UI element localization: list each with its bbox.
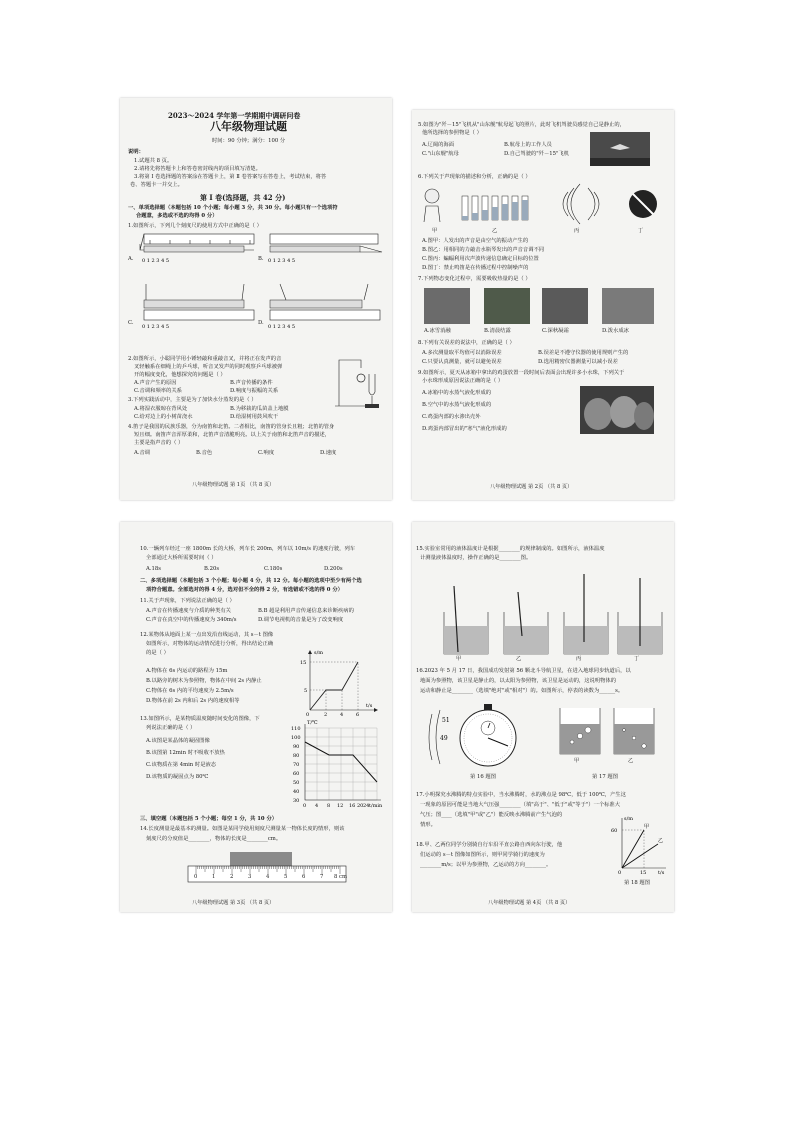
svg-text:0 1 2 3 4 5: 0 1 2 3 4 5 [268,258,296,264]
option: C.给对边上的小树苗浇水 [134,414,193,420]
question-10: 全部通过大桥所需要时间（ ） [146,555,217,561]
question-15: 计测量液体温度时，操作正确的是________图。 [420,555,532,561]
option: B.20s [204,566,220,572]
question-2: 2.如图所示，小聪同学用小锤轻敲和重敲音叉，并将正在发声的音 [128,356,282,362]
option: B.为移栽的瓜苗盖上地膜 [230,406,289,412]
option: C.深秋凝霜 [542,328,569,334]
option: B.清晨结露 [484,328,511,334]
part-heading: 一、单项选择题（本题包括 10 个小题；每小题 3 分，共 30 分。每小题只有一个选项符 [128,205,338,211]
option: D.自己驾驶的"歼－15"飞机 [504,151,570,157]
figure-label: 乙 [492,228,498,234]
option: C.180s [264,566,283,572]
graph-xtick: 4 [315,803,319,809]
stopwatch-tick: 51 [442,717,450,724]
option-label: D. [258,320,264,326]
ruler-label-row [188,874,348,884]
ruler-label: 4 [266,874,270,880]
photo-ice [424,288,470,324]
option: A.音调 [134,450,151,456]
ruler-label: 2 [230,874,234,880]
stopwatch-figure [426,700,536,770]
question-7: 7.下列物态变化过程中，需要吸收热量的是（ ） [418,276,531,282]
option: C.图丙：蝙蝠利用次声波传递信息确定目标的位置 [422,256,539,262]
question-9: 小水珠形成原因说法正确的是（ ） [422,378,504,384]
option: B.航母上的工作人员 [504,142,552,148]
option: D.鸡蛋内部冒出的"寒气"液化形成的 [422,426,507,432]
figure-label: 丁 [634,656,640,662]
graph-ytick: 80 [293,753,300,759]
question-2: 开的幅度变化，他想探究的问题是（ ） [134,372,226,378]
option: A.18s [146,566,161,572]
option: C.鸡蛋内部的水渗出壳外 [422,414,481,420]
option: B.音色 [196,450,213,456]
ruler-label: 7 [320,874,324,880]
question-18: 18.甲、乙两位同学分别骑自行车沿平直公路自西向东行驶，他 [416,842,563,848]
option: C.声音在真空中的传播速度为 340m/s [146,617,237,623]
question-6: 6.下列关于声现象的描述和分析，正确的是（ ） [418,174,531,180]
option: C.只要认真测量，就可以避免误差 [422,359,502,365]
part-heading: 合题意，多选或不选的均得 0 分） [136,213,218,219]
series-label: 甲 [644,824,650,830]
question-9: 9.如图所示，夏天从冰箱中拿出的鸡蛋放置一段时间后表面会出现许多小水珠，下列关于 [418,370,625,376]
option: D.200s [324,566,343,572]
stopwatch-tick: 49 [440,735,448,742]
svg-text:0 1 2 3 4 5: 0 1 2 3 4 5 [142,324,170,330]
option: A.图甲：人发出的声音是由空气的振动产生的 [422,238,529,244]
graph-xtick: 24 [363,803,370,809]
ruler-label: 1 [212,874,216,880]
option: C.响度 [258,450,275,456]
svg-text:0 1 2 3 4 5: 0 1 2 3 4 5 [268,324,296,330]
rulers-figure [120,230,392,350]
option: A.声音在传播速度与介质的种类有关 [146,608,231,614]
graph-xtick: 20 [357,803,364,809]
graph-xtick: 4 [340,712,344,718]
question-13: 13.如图所示，是某物质温度随时间变化的图像，下 [140,716,260,722]
option: A.辽阔的海面 [422,142,454,148]
figure-label: 乙 [628,758,634,764]
question-5: 5.如图为"歼－15"飞机从"山东舰"航母起飞的照片，此时飞机驾驶员感觉自己是静止的， [418,122,625,128]
section-title: 第 Ⅰ 卷(选择题，共 42 分) [200,193,286,202]
ruler-label: 3 [248,874,252,880]
option-label: C. [128,320,134,326]
page-footer: 八年级物理试题 第 3页 （共 8 页） [192,900,275,906]
question-11: 11.关于声现象，下列说法正确的是（ ） [140,598,235,604]
question-12: 的是（ ） [146,650,169,656]
option: D.速度 [320,450,337,456]
question-17: 一现象的原因可能是当地大气压强________（填"高于"、"低于"或"等于"）一个标准大 [420,802,621,808]
question-14: 14.长度测量是最基本的测量。如图是某同学使用刻度尺测量某一物体长度的情形，则该 [140,826,345,832]
option: B.声音传播的条件 [230,380,273,386]
option: A.声音产生的原因 [134,380,177,386]
graph-ytick: 60 [293,771,300,777]
option: D.响度与振幅的关系 [230,388,279,394]
option: B.以路旁的树木为参照物，物体在中间 2s 内静止 [146,678,262,684]
option: C.音调和频率的关系 [134,388,182,394]
option: D.选用精密仪器测量可以减小误差 [538,359,618,365]
graph-xtick: 0 [618,870,622,876]
thermometer-beakers-figure [418,566,668,656]
note-line: 2.请将先将答题卡上和答卷密封线内的项目填写清楚。 [134,166,261,172]
graph-xlabel: t/min [369,803,383,809]
photo-water-ice [602,288,654,324]
question-4: 4.笛子是我国的民族乐器，分为南笛和北笛。二者相比，南笛的管身长且粗；北笛的管身 [128,424,335,430]
eggs-photo [580,386,654,434]
question-5: 他所选择的参照物是（ ） [422,130,482,136]
note-line: 1.试题共 8 页。 [134,158,173,164]
figure-label: 甲 [574,758,580,764]
question-10: 10.一辆列车经过一座 1800m 长的大桥，列车长 200m，列车以 10m/s 的速度行驶，列车 [140,546,356,552]
option: A.物体在 6s 内运动的路程为 15m [146,668,228,674]
graph-xtick: 12 [337,803,344,809]
question-14: 刻度尺的分度值是________，物体的长度是________cm。 [146,836,282,842]
option: A.该图是某晶体的凝固图像 [146,738,210,744]
exam-page-2 [412,110,674,500]
jet-photo [590,132,650,166]
note-line: 卷、答题卡一并交上。 [130,182,183,188]
graph-xlabel: t/s [658,870,665,876]
sound-figures [418,182,668,228]
part-heading: 二、多项选择题（本题包括 3 个小题；每小题 4 分，共 12 分。每小题的选项中至少有两个选 [140,578,362,584]
question-15: 15.实验室常用的液体温度计是根据________的规律制成的。如图所示，液体温度 [416,546,605,552]
photo-frost [542,288,588,324]
graph-ytick: 90 [293,744,300,750]
graph-xlabel: t/s [366,703,373,709]
question-16: 16.2023 年 5 月 17 日，我国成功发射第 56 颗北斗导航卫星，在进入地球同步轨道后，以 [416,668,631,674]
question-2: 叉轻触系在细绳上的乒乓球，听音叉发声的同时观察乒乓球被弹 [134,364,283,370]
part-heading: 三、填空题（本题包括 5 个小题；每空 1 分，共 10 分） [140,816,278,822]
option-label: B. [258,256,264,262]
series-label: 乙 [658,838,664,844]
note-line: 3.将第 Ⅰ 卷选择题的答案涂在答题卡上，第 Ⅱ 卷答案写在答卷上，考试结束，将答 [134,174,327,180]
option: B.该图第 12min 时不吸收不放热 [146,750,225,756]
graph-ytick: 110 [291,726,301,732]
figure-label: 甲 [456,656,462,662]
figure-label: 丙 [576,656,582,662]
ruler-label: 8 cm [334,874,348,880]
figure-caption: 第 16 题图 [470,774,496,780]
question-8: 8.下列有关误差的说法中，正确的是（ ） [418,340,515,346]
question-17: 气压；图____（选填"甲"或"乙"）能反映水沸腾前产生气泡的 [420,812,563,818]
option: D.泼水成冰 [602,328,629,334]
st-graph-12 [300,648,380,716]
graph-ytick: 50 [293,780,300,786]
part-heading: 项符合题意。全部选对的得 4 分，选对但不全的得 2 分，有选错或不选的得 0 分） [146,587,343,593]
figure-label: 乙 [516,656,522,662]
option: A.将湿衣服晾在背风处 [134,406,188,412]
ruler-label: 5 [284,874,288,880]
option: C."山东舰"航母 [422,151,459,157]
measured-block [230,852,292,866]
option: D.调节电视机的音量是为了改变响度 [258,617,344,623]
graph-ytick: 40 [293,789,300,795]
graph-xtick: 0 [303,803,307,809]
question-1: 1.如图所示，下列几个刻度尺的使用方式中正确的是（ ） [128,223,262,229]
graph-ylabel: s/m [624,816,633,822]
option: D.图丁：禁止鸣笛是在传播过程中控制噪声的 [422,265,529,271]
graph-ylabel: s/m [314,650,323,656]
question-16: 运动和静止是________（选填"绝对"或"相对"）的。如图所示，停表的读数为______s。 [420,688,624,694]
page-footer: 八年级物理试题 第 1页 （共 8 页） [192,482,275,488]
option: C.物体在 6s 内的平均速度为 2.5m/s [146,688,234,694]
graph-ytick: 70 [293,762,300,768]
option: A.冰雪消融 [424,328,451,334]
page-footer: 八年级物理试题 第 2页 （共 8 页） [490,484,573,490]
question-16: 地面为参照物，该卫星是静止的，以太阳为参照物，该卫星是运动的，这说明物体的 [420,678,616,684]
option: D.物体在前 2s 内和后 2s 内的速度相等 [146,698,240,704]
figure-caption: 第 17 题图 [592,774,618,780]
st-graph-18 [610,814,670,878]
question-17: 情形。 [420,822,436,828]
exam-page-3 [120,522,392,912]
question-4: 主要是指声音的（ ） [134,440,184,446]
temperature-graph-13 [285,718,385,808]
question-12: 12.某物体从地面上某一点出发沿直线运动，其 s－t 图像 [140,632,274,638]
exam-meta: 时间：90 分钟；满分：100 分 [212,138,286,144]
tuning-fork-figure [325,354,385,414]
option: D.给湿树用鼓风吹干 [230,414,279,420]
exam-title: 八年级物理试题 [210,120,287,133]
graph-ytick: 5 [304,688,308,694]
graph-xtick: 0 [306,712,310,718]
option: A.冰箱中的水蒸气液化形成的 [422,390,492,396]
option: B.空气中的水蒸气液化形成的 [422,402,492,408]
graph-xtick: 2 [324,712,328,718]
figure-label: 丙 [574,228,580,234]
question-3: 3.下列实践活动中，主要是为了加快水分蒸发的是（ ） [128,397,257,403]
question-18: ________m/s；以甲为参照物，乙运动的方向________。 [420,862,552,868]
figure-caption: 第 18 题图 [624,880,650,886]
option-label: A. [128,256,134,262]
ruler-label: 6 [302,874,306,880]
option: D.该物质的凝固点为 80℃ [146,774,209,780]
option: A.多次测量取平均值可以消除误差 [422,350,502,356]
graph-xtick: 6 [356,712,360,718]
option: C.该物质在第 4min 时是液态 [146,762,217,768]
graph-xtick: 15 [640,870,647,876]
graph-xtick: 8 [327,803,331,809]
graph-xtick: 16 [349,803,356,809]
graph-ytick: 30 [293,798,300,804]
photo-dew [484,288,530,324]
question-12: 如图所示，对物体的运动情况进行分析，得出结论正确 [146,641,274,647]
question-18: 们运动的 s－t 图像如图所示，则甲同学骑行的速度为 [420,852,545,858]
ruler-label: 0 [194,874,198,880]
svg-text:0 1 2 3 4 5: 0 1 2 3 4 5 [142,258,170,264]
page-footer: 八年级物理试题 第 4页 （共 8 页） [488,900,571,906]
boiling-beakers-figure [552,702,662,772]
exam-page-4 [412,522,674,912]
graph-ytick: 60 [611,828,618,834]
question-13: 列说法正确的是（ ） [146,725,196,731]
figure-label: 甲 [432,228,438,234]
graph-ytick: 15 [300,660,307,666]
option: B.B 超是利用声音传递信息来诊断疾病的 [258,608,354,614]
question-4: 短且细。南笛声音浑厚柔和，北笛声音清脆明亮。以上关于南笛和北笛声音的描述， [134,432,330,438]
option: B.误差是不遵守仪器的使用规则产生的 [538,350,629,356]
exam-header: 2023～2024 学年第一学期期中调研问卷 [168,111,301,120]
question-17: 17.小明探究水沸腾的特点实验中，当水沸腾时，水的沸点是 98℃，低于 100℃，产生这 [416,792,626,798]
exam-page-1 [120,98,392,500]
figure-label: 丁 [638,228,644,234]
option: B.图乙：用相同的力敲击水瓶琴发出的声音音调不同 [422,247,545,253]
graph-ytick: 100 [291,735,301,741]
notes-label: 说明： [128,149,144,155]
graph-ylabel: T/℃ [307,720,318,726]
